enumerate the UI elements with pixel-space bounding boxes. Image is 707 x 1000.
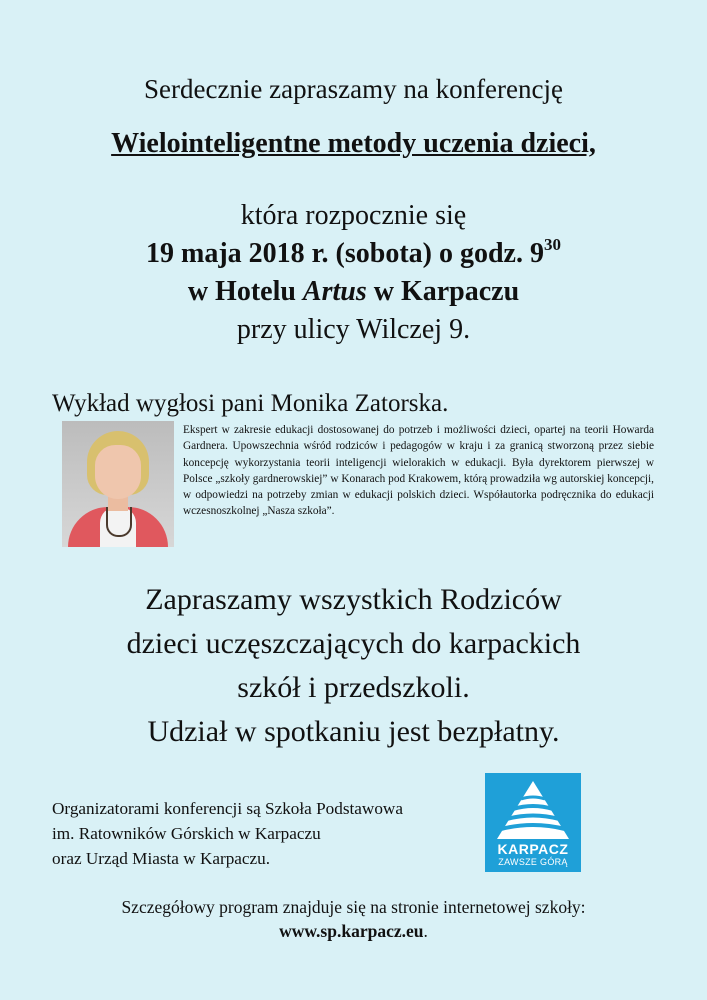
speaker-photo xyxy=(62,421,174,547)
event-venue xyxy=(0,276,707,308)
venue-prefix: w Hotelu xyxy=(187,276,303,307)
venue-name: Artus xyxy=(302,276,367,307)
website xyxy=(0,921,707,942)
invite-text: Serdecznie zapraszamy na konferencję xyxy=(143,74,563,104)
logo-city: KARPACZ xyxy=(497,841,569,857)
starts-text: która rozpocznie się xyxy=(240,200,467,231)
conference-title xyxy=(0,128,707,160)
website-link[interactable]: www.sp.karpacz.eu xyxy=(279,921,424,941)
venue-suffix: w Karpaczu xyxy=(366,276,520,307)
organizers-line: Organizatorami konferencji są Szkoła Podstawowa xyxy=(52,799,403,818)
organizers-line: im. Ratowników Górskich w Karpaczu xyxy=(52,824,321,843)
mountain-icon xyxy=(495,779,571,841)
program-details: Szczegółowy program znajduje się na stronie internetowej szkoły: xyxy=(121,897,586,917)
event-street: przy ulicy Wilczej 9. xyxy=(236,314,471,345)
event-date xyxy=(0,235,707,270)
karpacz-logo xyxy=(485,773,581,872)
organizers-line: oraz Urząd Miasta w Karpaczu. xyxy=(52,849,271,868)
lecture-text: Wykład wygłosi pani Monika Zatorska. xyxy=(52,390,449,417)
welcome-line: Udział w spotkaniu jest bezpłatny. xyxy=(147,715,560,748)
logo-tagline: ZAWSZE GÓRĄ xyxy=(498,857,568,867)
welcome-line: Zapraszamy wszystkich Rodziców xyxy=(145,583,562,616)
speaker-bio: Ekspert w zakresie edukacji dostosowanej do potrzeb i możliwości dzieci, opartej na teorii Howarda Gardnera. Upowszechnia wśród rodziców i pedagogów w kraju i za granicą stworzoną przez siebie koncepcję wykorzystania teorii inteligencji wielorakich w edukacji. Była dyrektorem pierwszej w Polsce „szkoły gardnerowskiej” w Konarach pod Krakowem, którą prowadziła wg autorskiej koncepcji, w odpowiedzi na potrzeby zmian w edukacji polskich dzieci. Współautorka podręcznika do edukacji wczesnoszkolnej „Nasza szkoła”. xyxy=(183,424,654,518)
website-suffix: . xyxy=(423,921,428,941)
welcome-line: szkół i przedszkoli. xyxy=(237,671,470,704)
welcome-block xyxy=(0,578,707,754)
event-time-minutes: 30 xyxy=(543,235,561,254)
organizers-block xyxy=(52,796,403,871)
event-date-text: 19 maja 2018 r. (sobota) o godz. 9 xyxy=(146,238,544,269)
conference-title-text: Wielointeligentne metody uczenia dzieci, xyxy=(111,128,596,159)
welcome-line: dzieci uczęszczających do karpackich xyxy=(126,627,581,660)
